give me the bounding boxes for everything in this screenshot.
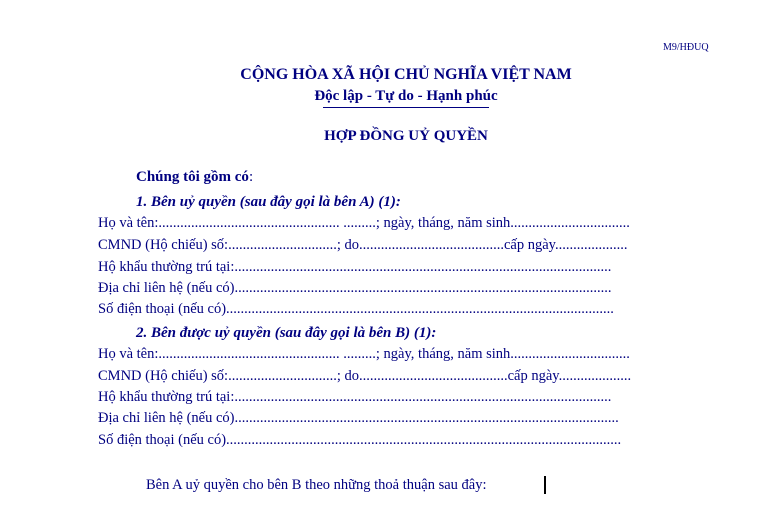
party-b-residence-line[interactable]: Hộ khẩu thường trú tại:........................................................................................................ [98,389,612,405]
closing-line[interactable]: Bên A uỷ quyền cho bên B theo những thoả thuận sau đây: [146,477,487,493]
party-a-heading: 1. Bên uỷ quyền (sau đây gọi là bên A) (1): [136,194,401,210]
party-b-name-line[interactable]: Họ và tên:.................................................. .........; ngày, tháng, năm sinh................................. [98,346,630,362]
party-b-heading: 2. Bên được uỷ quyền (sau đây gọi là bên B) (1): [136,325,437,341]
party-a-name-line[interactable]: Họ và tên:.................................................. .........; ngày, tháng, năm sinh................................. [98,215,630,231]
party-b-id-line[interactable]: CMND (Hộ chiếu) số:..............................; do.........................................cấp ngày.................... [98,368,632,384]
party-a-address-line[interactable]: Địa chỉ liên hệ (nếu có)........................................................................................................ [98,280,612,296]
party-a-phone-line[interactable]: Số điện thoại (nếu có)........................................................................................................... [98,301,614,317]
intro-line [136,169,253,186]
intro-label: Chúng tôi gồm có [136,169,249,185]
party-b-phone-line[interactable]: Số điện thoại (nếu có)............................................................................................................. [98,432,622,448]
intro-colon: : [248,169,254,185]
motto: Độc lập - Tự do - Hạnh phúc [314,88,498,104]
motto-underline [323,107,489,108]
national-title: CỘNG HÒA XÃ HỘI CHỦ NGHĨA VIỆT NAM [240,66,572,83]
party-a-id-line[interactable]: CMND (Hộ chiếu) số:..............................; do........................................cấp ngày.................... [98,237,628,253]
party-a-residence-line[interactable]: Hộ khẩu thường trú tại:........................................................................................................ [98,259,612,275]
document-title: HỢP ĐỒNG UỶ QUYỀN [324,128,488,144]
party-b-address-line[interactable]: Địa chỉ liên hệ (nếu có).......................................................................................................... [98,410,619,426]
form-code: M9/HĐUQ [663,42,709,53]
text-cursor [544,476,546,494]
